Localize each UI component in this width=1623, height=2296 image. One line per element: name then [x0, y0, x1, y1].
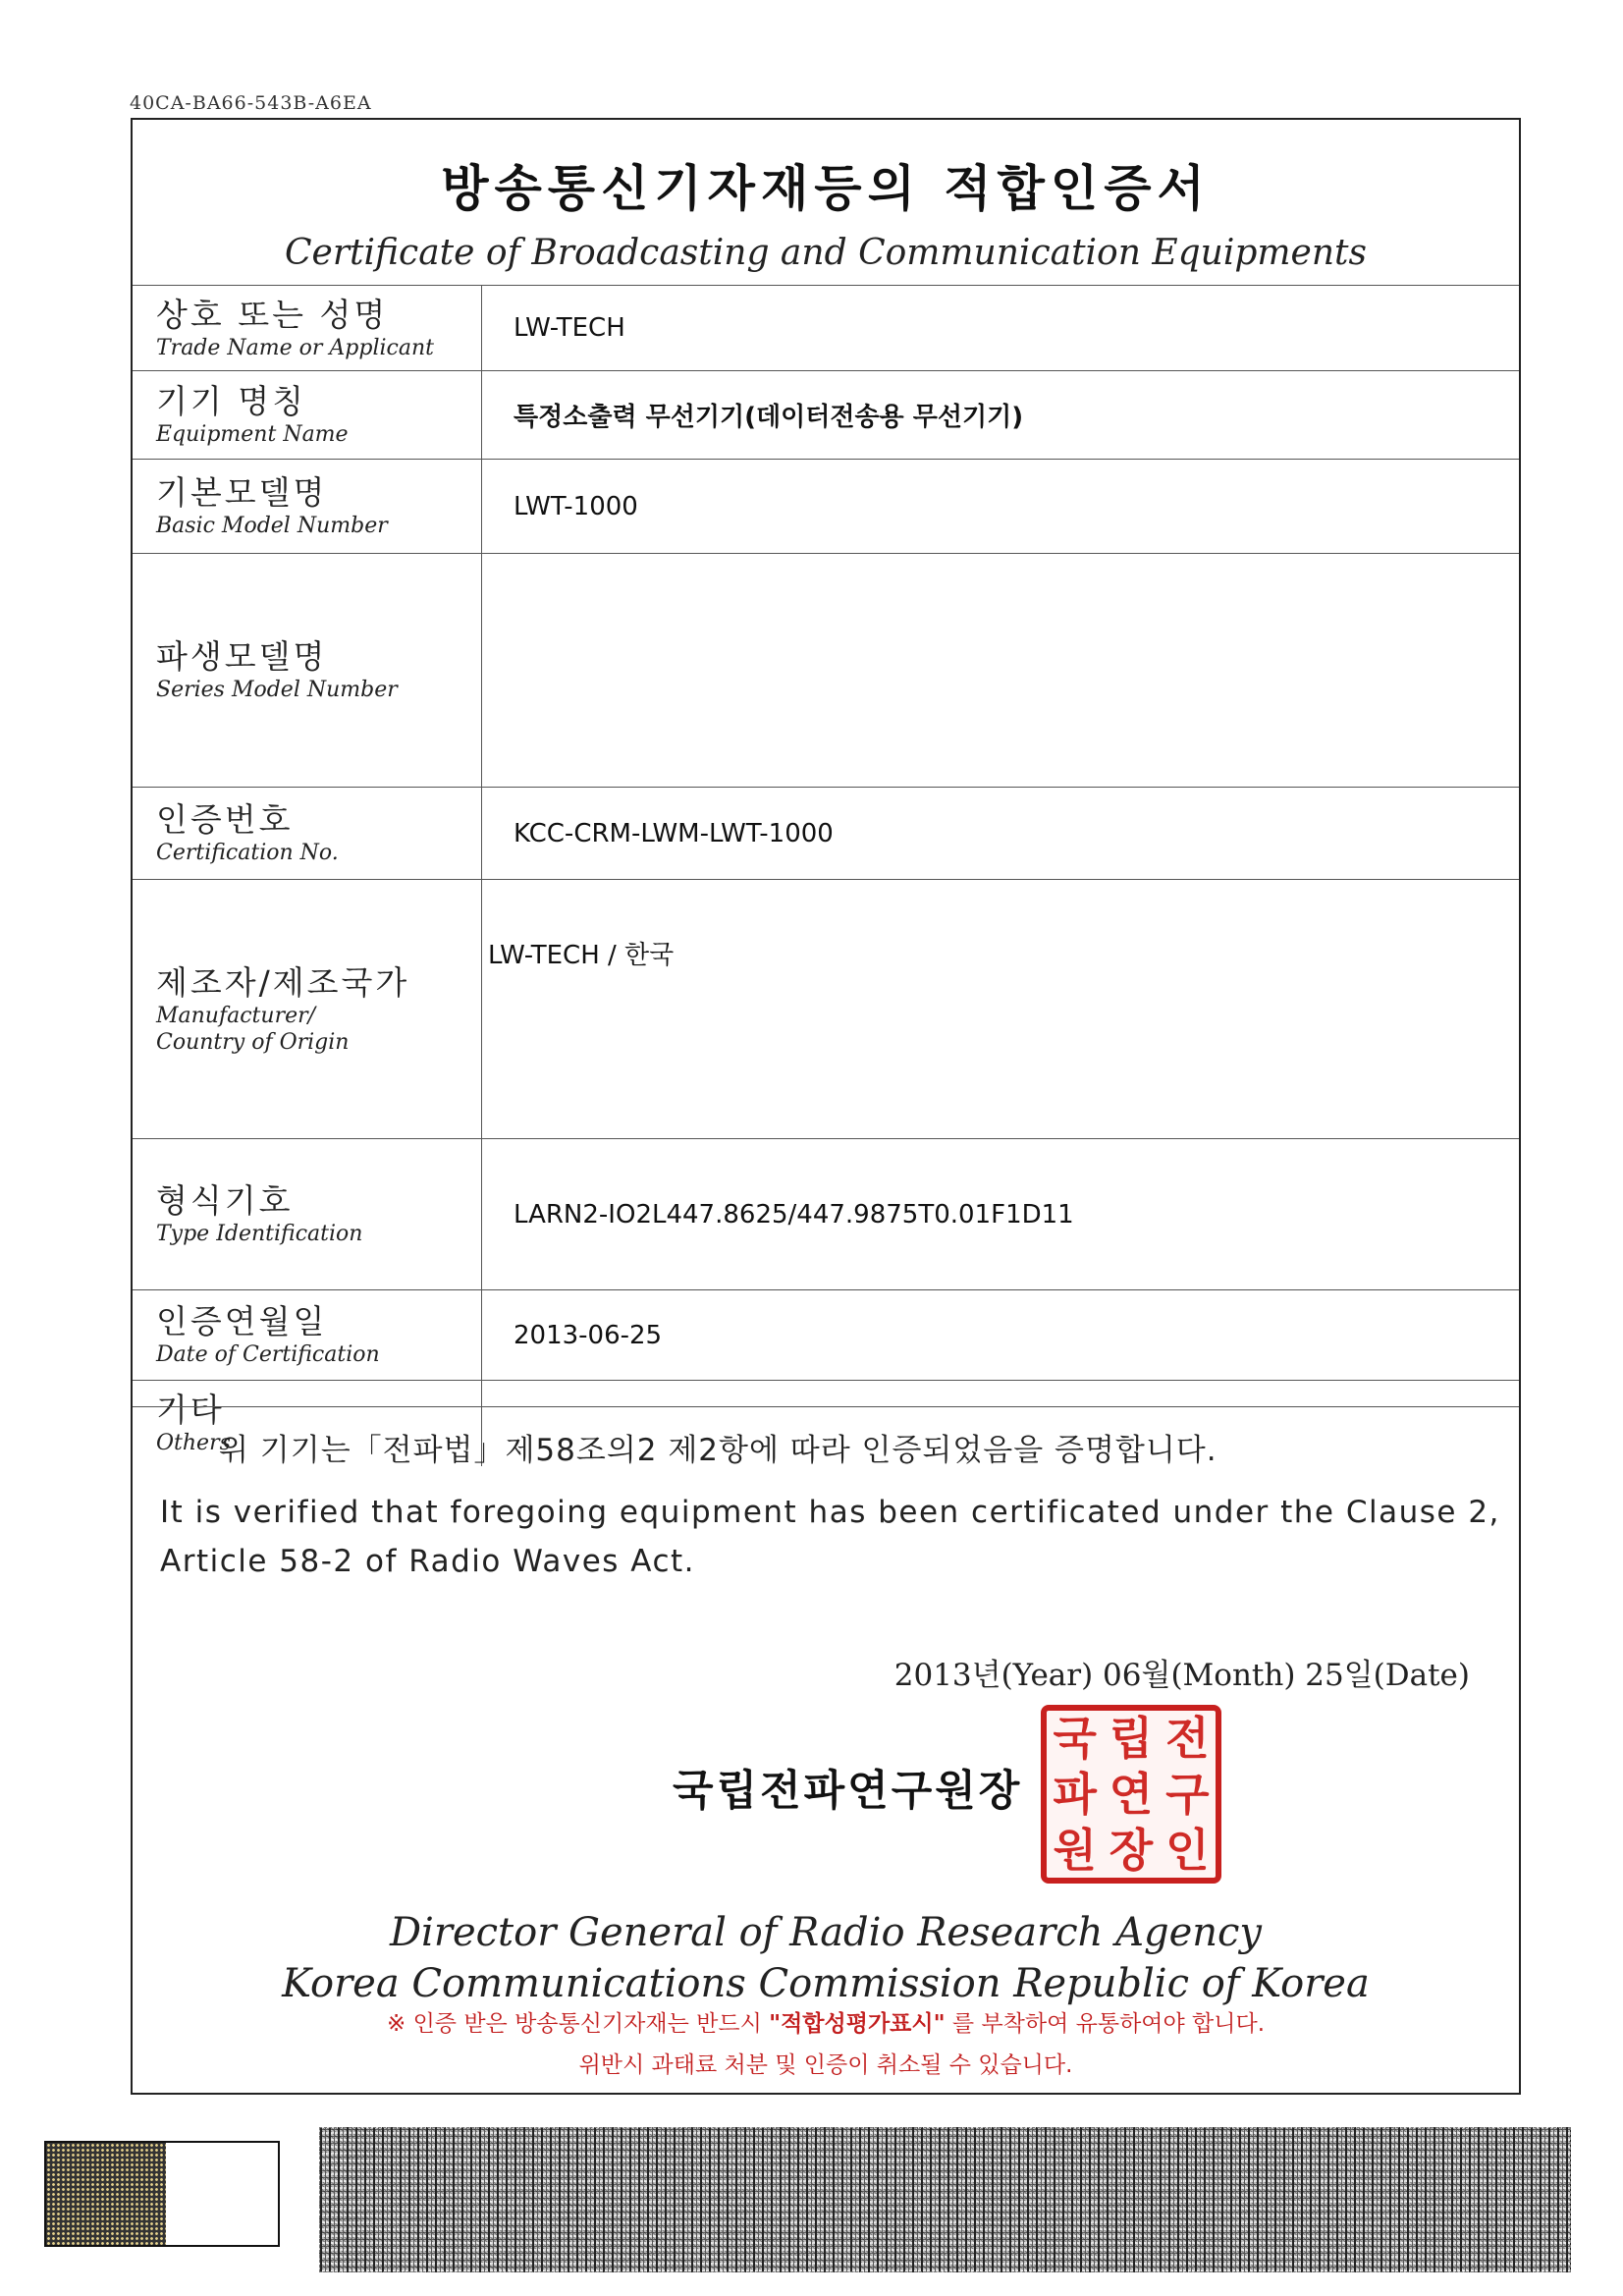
series-model-label-en: Series Model Number — [156, 678, 398, 702]
row-basic-model — [133, 460, 1519, 554]
seal-char: 연 — [1109, 1767, 1154, 1821]
cert-no-value: KCC-CRM-LWM-LWT-1000 — [482, 788, 1520, 880]
equipment-name-label-ko: 기기 명칭 — [156, 382, 307, 420]
seal-char: 장 — [1109, 1823, 1154, 1877]
cert-date-label-ko: 인증연월일 — [156, 1302, 328, 1340]
seal-char: 국 — [1053, 1712, 1097, 1766]
director-en-line-2: Korea Communications Commission Republic of Korea — [282, 1961, 1370, 2006]
seal-char: 원 — [1053, 1823, 1097, 1877]
cert-date-value: 2013-06-25 — [482, 1290, 1520, 1381]
director-title-english — [133, 1907, 1519, 2009]
large-2d-barcode — [319, 2127, 1571, 2272]
type-id-value: LARN2-IO2L447.8625/447.9875T0.01F1D11 — [482, 1139, 1520, 1290]
small-2d-barcode — [44, 2141, 280, 2247]
row-cert-no — [133, 788, 1519, 880]
director-title-korean: 국립전파연구원장 — [673, 1767, 1023, 1816]
series-model-label-ko: 파생모델명 — [156, 637, 328, 676]
series-model-value — [482, 554, 1520, 788]
certificate-info-table — [133, 285, 1519, 1466]
director-en-line-1: Director General of Radio Research Agency — [389, 1910, 1263, 1955]
cert-date-label-en: Date of Certification — [156, 1342, 380, 1367]
statement-english: It is verified that foregoing equipment has been certificated under the Clause 2, Article 58-2 of Radio Waves Act. — [160, 1495, 1500, 1579]
cert-no-label-ko: 인증번호 — [156, 800, 294, 839]
manufacturer-label-ko: 제조자/제조국가 — [156, 962, 410, 1002]
certificate-frame — [131, 118, 1521, 2095]
notice-line-1 — [133, 2003, 1519, 2045]
equipment-name-value: 특정소출력 무선기기(데이터전송용 무선기기) — [514, 403, 1024, 432]
trade-name-label-en: Trade Name or Applicant — [156, 335, 434, 360]
notice-mark-text: "적합성평가표시" — [769, 2011, 946, 2037]
notice-line-2: 위반시 과태료 처분 및 인증이 취소될 수 있습니다. — [578, 2052, 1073, 2078]
official-seal — [1041, 1705, 1221, 1884]
basic-model-value: LWT-1000 — [482, 460, 1520, 554]
statement-korean: 위 기기는「전파법」제58조의2 제2항에 따라 인증되었음을 증명합니다. — [219, 1433, 1217, 1468]
seal-char: 인 — [1165, 1823, 1210, 1877]
row-type-id — [133, 1139, 1519, 1290]
row-equipment-name — [133, 371, 1519, 460]
row-cert-date — [133, 1290, 1519, 1381]
basic-model-label-en: Basic Model Number — [156, 514, 388, 538]
notice-text-b: 를 부착하여 유통하여야 합니다. — [945, 2011, 1265, 2037]
cert-no-label-en: Certification No. — [156, 841, 339, 865]
seal-char: 립 — [1109, 1712, 1154, 1766]
trade-name-label-ko: 상호 또는 성명 — [156, 295, 389, 334]
manufacturer-label-en-2: Country of Origin — [156, 1029, 350, 1055]
row-trade-name — [133, 286, 1519, 371]
barcode-pattern — [46, 2143, 166, 2245]
others-label-ko: 기타 — [156, 1390, 225, 1429]
compliance-notice — [133, 2003, 1519, 2086]
row-series-model — [133, 554, 1519, 788]
manufacturer-value: LW-TECH / 한국 — [482, 880, 1520, 1139]
issue-date: 2013년(Year) 06월(Month) 25일(Date) — [893, 1658, 1470, 1693]
row-manufacturer — [133, 880, 1519, 1139]
basic-model-label-ko: 기본모델명 — [156, 473, 328, 512]
trade-name-value: LW-TECH — [482, 286, 1520, 371]
document-id: 40CA-BA66-543B-A6EA — [130, 92, 372, 114]
certificate-title-english: Certificate of Broadcasting and Communication Equipments — [285, 233, 1367, 273]
notice-text-a: ※ 인증 받은 방송통신기자재는 반드시 — [387, 2011, 770, 2037]
manufacturer-label-en-1: Manufacturer/ — [156, 1003, 316, 1028]
type-id-label-en: Type Identification — [156, 1222, 363, 1246]
type-id-label-ko: 형식기호 — [156, 1181, 294, 1220]
others-label-en: Others — [156, 1430, 231, 1455]
seal-char: 파 — [1053, 1767, 1097, 1821]
seal-char: 전 — [1165, 1712, 1210, 1766]
seal-char: 구 — [1165, 1767, 1210, 1821]
equipment-name-label-en: Equipment Name — [156, 422, 349, 447]
certificate-title-korean: 방송통신기자재등의 적합인증서 — [441, 160, 1211, 217]
